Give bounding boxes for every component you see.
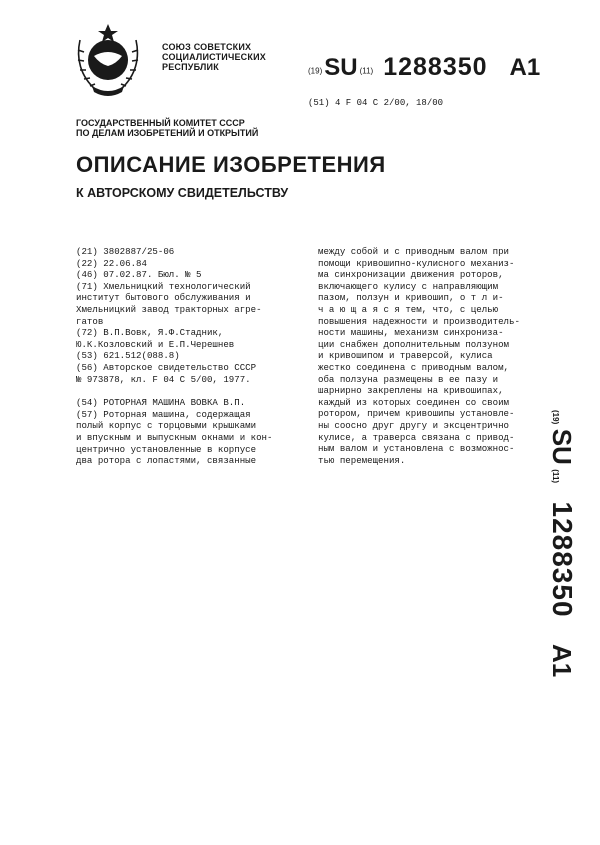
- abstract-line: ности машины, механизм синхрониза-: [318, 327, 504, 339]
- abstract-line: между собой и с приводным валом при: [318, 246, 509, 257]
- abstract-line: ма синхронизации движения роторов,: [318, 269, 504, 281]
- abstract-line: кулисе, а траверса связана с привод-: [318, 431, 515, 443]
- abstract-line: ным валом и установлена с возможнос-: [318, 443, 515, 455]
- biblio-line: (56) Авторское свидетельство СССР: [76, 361, 257, 373]
- biblio-line: Ю.К.Козловский и Е.П.Черешнев: [76, 338, 235, 350]
- left-column: [76, 246, 272, 467]
- state-name-line-1: СОЮЗ СОВЕТСКИХ: [162, 42, 252, 52]
- country-code: SU: [324, 54, 358, 81]
- vertical-code-11: (11): [551, 469, 560, 484]
- state-name-line-2: СОЦИАЛИСТИЧЕСКИХ: [162, 52, 266, 62]
- biblio-line: (22) 22.06.84: [76, 257, 147, 269]
- vertical-patent-stamp: [544, 410, 584, 700]
- abstract-line: повышения надежности и производитель-: [318, 315, 520, 327]
- code-11: (11): [359, 66, 374, 76]
- abstract-line: жестко соединена с приводным валом,: [318, 361, 509, 373]
- abstract-line: (54) РОТОРНАЯ МАШИНА ВОВКА В.П.: [76, 397, 246, 409]
- patent-number-line: [308, 53, 540, 82]
- state-name-block: [162, 42, 266, 72]
- biblio-line: № 973878, кл. F 04 C 5/00, 1977.: [76, 373, 251, 385]
- biblio-line: институт бытового обслуживания и: [76, 292, 251, 304]
- abstract-line: полый корпус с торцовыми крышками: [76, 420, 257, 432]
- state-name-line-3: РЕСПУБЛИК: [162, 62, 219, 72]
- abstract-line: (57) Роторная машина, содержащая: [76, 408, 251, 420]
- patent-number: 1288350: [383, 53, 488, 81]
- biblio-line: (53) 621.512(088.8): [76, 350, 180, 362]
- abstract-line: центрично установленные в корпусе: [76, 443, 257, 455]
- biblio-line: (21) 3802887/25-06: [76, 246, 175, 257]
- vertical-stamp-text: [546, 410, 578, 677]
- ussr-emblem: [70, 20, 146, 100]
- abstract-line: ч а ю щ а я с я тем, что, с целью: [318, 303, 499, 315]
- abstract-line: шарнирно закреплены на кривошипах,: [318, 385, 504, 397]
- abstract-line: каждый из которых соединен со своим: [318, 396, 509, 408]
- abstract-line: и впускным и выпускным окнами и кон-: [76, 431, 273, 443]
- committee-line-1: ГОСУДАРСТВЕННЫЙ КОМИТЕТ СССР: [76, 118, 245, 128]
- biblio-line: (71) Хмельницкий технологический: [76, 280, 251, 292]
- document-title: ОПИСАНИЕ ИЗОБРЕТЕНИЯ: [76, 152, 386, 177]
- vertical-document-kind: A1: [547, 643, 577, 678]
- ipc-classification: (51) 4 F 04 C 2/00, 18/00: [308, 98, 444, 108]
- right-column: [318, 246, 520, 466]
- committee-block: [76, 118, 258, 138]
- code-19: (19): [308, 66, 323, 76]
- abstract-line: и кривошипом и траверсой, кулиса: [318, 350, 493, 362]
- vertical-country-code: SU: [547, 428, 577, 465]
- abstract-line: пазом, ползун и кривошип, о т л и-: [318, 292, 504, 304]
- abstract-line: тью перемещения.: [318, 454, 406, 466]
- committee-line-2: ПО ДЕЛАМ ИЗОБРЕТЕНИЙ И ОТКРЫТИЙ: [76, 128, 259, 138]
- abstract-line: оба ползуна размещены в ее пазу и: [318, 373, 499, 385]
- abstract-line: два ротора с лопастями, связанные: [76, 455, 257, 467]
- abstract-line: ротором, причем кривошипы установле-: [318, 408, 515, 420]
- vertical-code-19: (19): [551, 410, 560, 425]
- biblio-line: гатов: [76, 315, 104, 327]
- vertical-patent-number: 1288350: [547, 501, 578, 618]
- document-kind: A1: [509, 54, 541, 81]
- abstract-line: ции снабжен дополнительным ползуном: [318, 338, 509, 350]
- document-subtitle: К АВТОРСКОМУ СВИДЕТЕЛЬСТВУ: [76, 186, 289, 200]
- abstract-line: включающего кулису с направляющим: [318, 280, 499, 292]
- biblio-line: (46) 07.02.87. Бюл. № 5: [76, 269, 202, 281]
- abstract-line: ны соосно друг другу и эксцентрично: [318, 419, 509, 431]
- biblio-line: Хмельницкий завод тракторных агре-: [76, 303, 262, 315]
- abstract-line: помощи кривошипно-кулисного механиз-: [318, 257, 515, 269]
- biblio-line: (72) В.П.Вовк, Я.Ф.Стадник,: [76, 327, 224, 339]
